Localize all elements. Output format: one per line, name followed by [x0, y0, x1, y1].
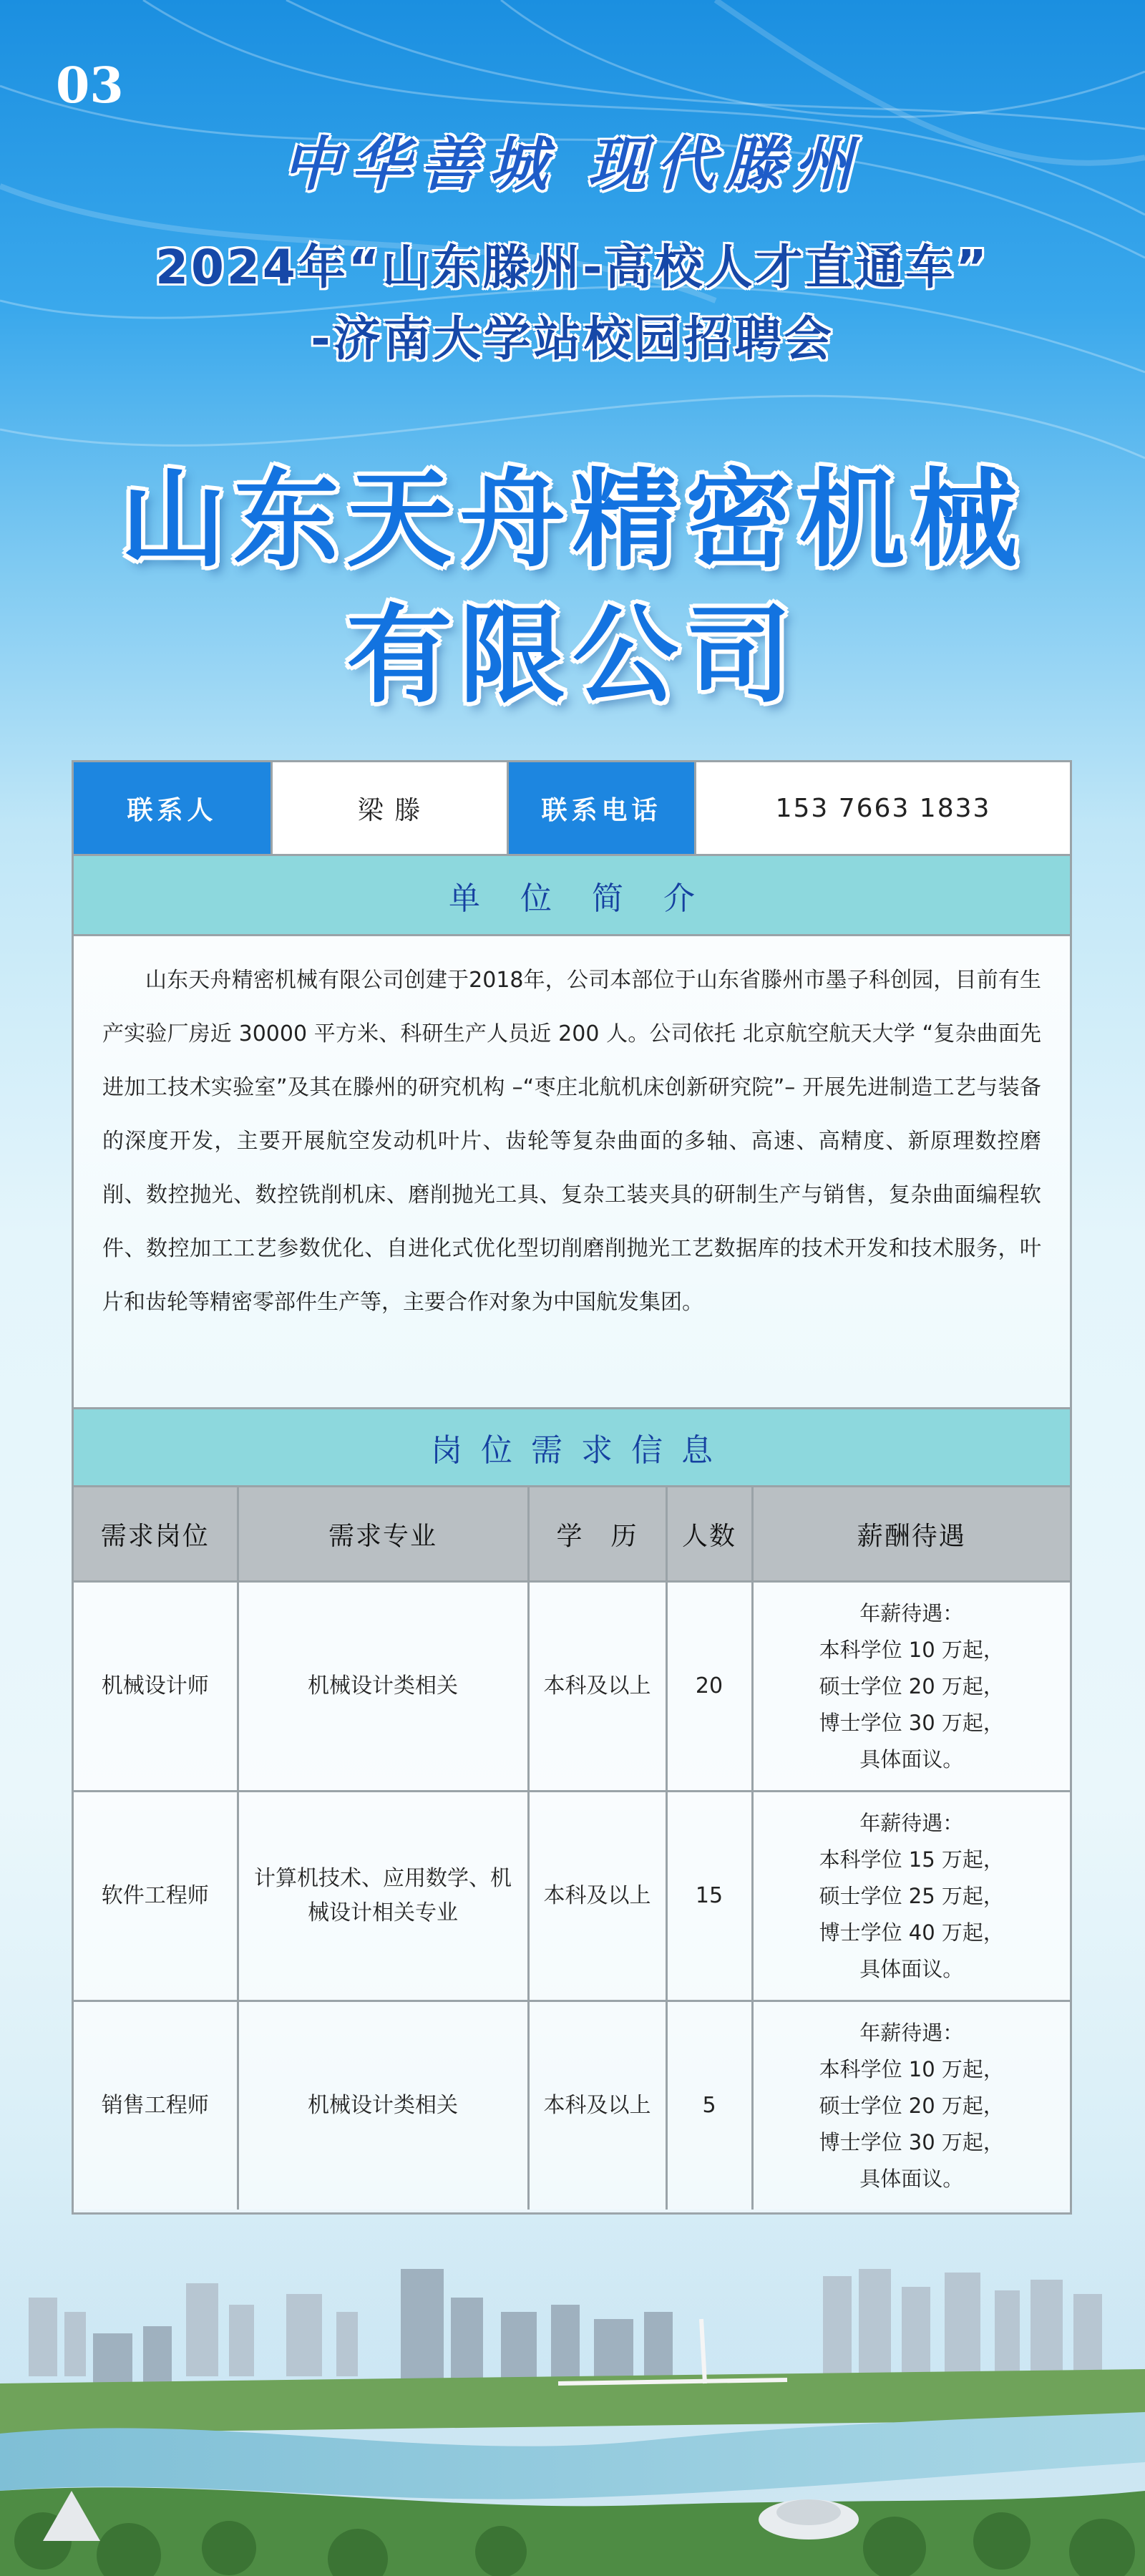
salary-line: 硕士学位 25 万起，: [819, 1883, 1004, 1908]
job-position: 软件工程师: [74, 1792, 238, 2001]
company-intro: 山东天舟精密机械有限公司创建于2018年，公司本部位于山东省滕州市墨子科创园，目前有生产实验厂房近 30000 平方米、科研生产人员近 200 人。公司依托 北京航空航天大学 “复杂曲面先进加工技术实验室”及其在滕州的研究机构 –“枣庄北航机床创新研究院”– 开展先进制造工艺与装备的深度开发，主要开展航空发动机叶片、齿轮等复杂曲面的多轴、高速、高精度、新原理数控磨削、数控抛光、数控铣削机床、磨削抛光工具、复杂工装夹具的研制生产与销售，复杂曲面编程软件、数控加工工艺参数优化、自进化式优化型切削磨削抛光工艺数据库的技术开发和技术服务，叶片和齿轮等精密零部件生产等，主要合作对象为中国航发集团。: [74, 936, 1070, 1407]
jobs-table: [74, 1487, 1070, 2210]
job-major: [238, 1792, 528, 2001]
job-position: 销售工程师: [74, 2001, 238, 2210]
company-name-line-2: 有限公司: [346, 594, 799, 717]
salary-line: 本科学位 15 万起，: [819, 1847, 1004, 1872]
header-position: 需求岗位: [74, 1487, 238, 1582]
salary-line: 博士学位 30 万起，: [819, 1710, 1004, 1735]
salary-line: 具体面议。: [859, 2166, 964, 2191]
table-row: [74, 2001, 1070, 2210]
job-education: 本科及以上: [528, 1792, 666, 2001]
salary-line: 博士学位 30 万起，: [819, 2129, 1004, 2154]
contact-phone-label: 联系电话: [509, 762, 696, 854]
job-major: 机械设计类相关: [238, 1582, 528, 1792]
header-count: 人数: [666, 1487, 752, 1582]
salary-line: 年薪待遇：: [859, 1600, 964, 1625]
city-skyline-illustration: [0, 2205, 1145, 2576]
event-title-line-1: 2024年“山东滕州-高校人才直通车”: [155, 240, 990, 295]
job-salary: [752, 2001, 1070, 2210]
salary-line: 本科学位 10 万起，: [819, 2056, 1004, 2081]
job-salary: [752, 1792, 1070, 2001]
job-count: 15: [666, 1792, 752, 2001]
salary-line: 年薪待遇：: [859, 2020, 964, 2045]
salary-line: 具体面议。: [859, 1746, 964, 1771]
salary-line: 硕士学位 20 万起，: [819, 1673, 1004, 1698]
intro-heading: 单位简介: [74, 856, 1070, 936]
job-count: 20: [666, 1582, 752, 1792]
contact-phone: 153 7663 1833: [696, 762, 1070, 854]
salary-line: 具体面议。: [859, 1956, 964, 1981]
salary-line: 博士学位 40 万起，: [819, 1920, 1004, 1945]
contact-row: [74, 762, 1070, 856]
header-major: 需求专业: [238, 1487, 528, 1582]
job-salary: [752, 1582, 1070, 1792]
slogan: 中华善城 现代滕州: [282, 130, 863, 199]
job-education: 本科及以上: [528, 2001, 666, 2210]
salary-line: 年薪待遇：: [859, 1810, 964, 1835]
jobs-heading: 岗位需求信息: [74, 1407, 1070, 1487]
table-row: [74, 1792, 1070, 2001]
header-education: 学 历: [528, 1487, 666, 1582]
job-count: 5: [666, 2001, 752, 2210]
contact-person-label: 联系人: [74, 762, 273, 854]
page-number: 03: [56, 57, 124, 115]
header-salary: 薪酬待遇: [752, 1487, 1070, 1582]
salary-line: 本科学位 10 万起，: [819, 1637, 1004, 1662]
job-major: 机械设计类相关: [238, 2001, 528, 2210]
table-row: [74, 1582, 1070, 1792]
event-title-line-2: -济南大学站校园招聘会: [311, 311, 834, 366]
jobs-header-row: [74, 1487, 1070, 1582]
company-name-line-1: 山东天舟精密机械: [120, 458, 1025, 581]
contact-person: 梁 滕: [273, 762, 509, 854]
job-position: 机械设计师: [74, 1582, 238, 1792]
job-major-text: 计算机技术、应用数学、机械设计相关专业: [254, 1866, 512, 1925]
info-panel: [72, 760, 1072, 2215]
job-education: 本科及以上: [528, 1582, 666, 1792]
salary-line: 硕士学位 20 万起，: [819, 2093, 1004, 2118]
